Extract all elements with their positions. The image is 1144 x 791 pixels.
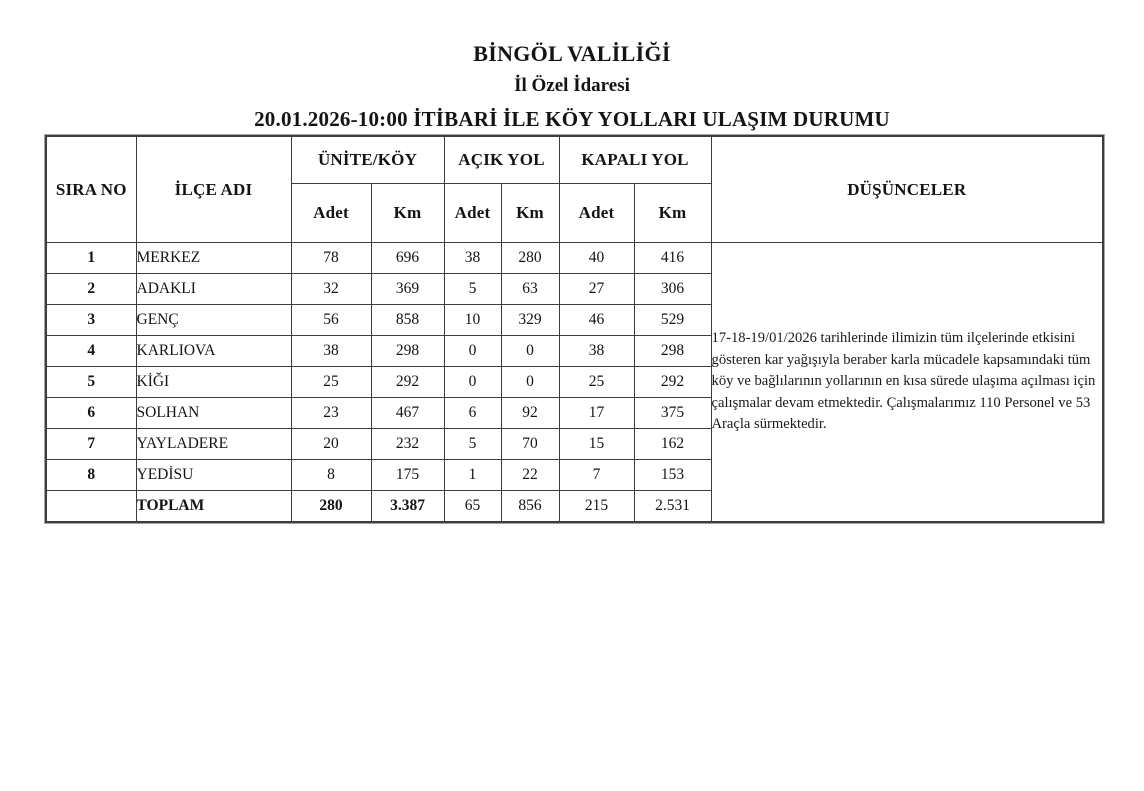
cell-sira-no: 5 bbox=[46, 367, 136, 398]
col-header-unite-koy-km: Km bbox=[371, 184, 444, 243]
cell-value: 298 bbox=[634, 336, 711, 367]
document-header bbox=[0, 41, 1144, 132]
cell-value: 78 bbox=[291, 243, 371, 274]
cell-value: 215 bbox=[559, 491, 634, 523]
cell-value: 46 bbox=[559, 305, 634, 336]
cell-value: 292 bbox=[634, 367, 711, 398]
cell-value: 32 bbox=[291, 274, 371, 305]
cell-value: 416 bbox=[634, 243, 711, 274]
cell-value: 63 bbox=[501, 274, 559, 305]
col-header-unite-koy: ÜNİTE/KÖY bbox=[291, 136, 444, 184]
cell-value: 153 bbox=[634, 460, 711, 491]
col-header-acik-yol-km: Km bbox=[501, 184, 559, 243]
road-status-table bbox=[45, 135, 1104, 523]
cell-value: 65 bbox=[444, 491, 501, 523]
header-row-groups bbox=[46, 136, 1103, 184]
cell-value: 292 bbox=[371, 367, 444, 398]
cell-sira-no: 7 bbox=[46, 429, 136, 460]
cell-value: 280 bbox=[291, 491, 371, 523]
cell-value: 306 bbox=[634, 274, 711, 305]
cell-value: 0 bbox=[444, 336, 501, 367]
cell-value: 10 bbox=[444, 305, 501, 336]
cell-value: 329 bbox=[501, 305, 559, 336]
cell-value: 38 bbox=[559, 336, 634, 367]
cell-value: 25 bbox=[291, 367, 371, 398]
cell-sira-no: 1 bbox=[46, 243, 136, 274]
col-header-kapali-yol-km: Km bbox=[634, 184, 711, 243]
cell-value: 70 bbox=[501, 429, 559, 460]
cell-value: 529 bbox=[634, 305, 711, 336]
cell-sira-no: 6 bbox=[46, 398, 136, 429]
cell-value: 8 bbox=[291, 460, 371, 491]
cell-value: 20 bbox=[291, 429, 371, 460]
cell-dusunceler bbox=[711, 243, 1103, 523]
cell-ilce-adi: YAYLADERE bbox=[136, 429, 291, 460]
cell-value: 280 bbox=[501, 243, 559, 274]
col-header-acik-yol-adet: Adet bbox=[444, 184, 501, 243]
cell-value: 0 bbox=[444, 367, 501, 398]
cell-value: 5 bbox=[444, 429, 501, 460]
cell-value: 6 bbox=[444, 398, 501, 429]
cell-value: 27 bbox=[559, 274, 634, 305]
cell-sira-no: 8 bbox=[46, 460, 136, 491]
col-header-ilce-adi: İLÇE ADI bbox=[136, 136, 291, 243]
cell-value: 38 bbox=[444, 243, 501, 274]
cell-sira-no: 3 bbox=[46, 305, 136, 336]
cell-value: 162 bbox=[634, 429, 711, 460]
cell-ilce-adi: GENÇ bbox=[136, 305, 291, 336]
cell-value: 2.531 bbox=[634, 491, 711, 523]
cell-value: 0 bbox=[501, 367, 559, 398]
document-date-line: 20.01.2026-10:00 İTİBARİ İLE KÖY YOLLARI ULAŞIM DURUMU bbox=[254, 107, 890, 131]
cell-value: 7 bbox=[559, 460, 634, 491]
cell-value: 1 bbox=[444, 460, 501, 491]
col-header-acik-yol: AÇIK YOL bbox=[444, 136, 559, 184]
cell-value: 175 bbox=[371, 460, 444, 491]
cell-value: 17 bbox=[559, 398, 634, 429]
cell-value: 56 bbox=[291, 305, 371, 336]
cell-value: 25 bbox=[559, 367, 634, 398]
cell-value: 856 bbox=[501, 491, 559, 523]
col-header-unite-koy-adet: Adet bbox=[291, 184, 371, 243]
cell-value: 232 bbox=[371, 429, 444, 460]
cell-sira-no: 2 bbox=[46, 274, 136, 305]
remarks-text: 17-18-19/01/2026 tarihlerinde ilimizin tüm ilçelerinde etkisini gösteren kar yağışıyla beraber karla mücadele kapsamındaki tüm köy ve bağlılarının yollarının en kısa sürede ulaşıma açılması için çalışmalar devam etmektedir. Çalışmalarımız 110 Personel ve 53 Araçla sürmektedir. bbox=[711, 330, 1096, 433]
cell-value: 5 bbox=[444, 274, 501, 305]
cell-value: 3.387 bbox=[371, 491, 444, 523]
cell-value: 40 bbox=[559, 243, 634, 274]
cell-value: 369 bbox=[371, 274, 444, 305]
col-header-dusunceler: DÜŞÜNCELER bbox=[711, 136, 1103, 243]
cell-value: 38 bbox=[291, 336, 371, 367]
cell-sira-no: 4 bbox=[46, 336, 136, 367]
cell-value: 23 bbox=[291, 398, 371, 429]
cell-ilce-adi: KARLIOVA bbox=[136, 336, 291, 367]
cell-value: 92 bbox=[501, 398, 559, 429]
cell-ilce-adi: ADAKLI bbox=[136, 274, 291, 305]
cell-ilce-adi: YEDİSU bbox=[136, 460, 291, 491]
document-title: BİNGÖL VALİLİĞİ bbox=[473, 41, 671, 66]
col-header-sira-no: SIRA NO bbox=[46, 136, 136, 243]
cell-value: 298 bbox=[371, 336, 444, 367]
cell-ilce-adi: KİĞI bbox=[136, 367, 291, 398]
cell-value: 15 bbox=[559, 429, 634, 460]
cell-value: 696 bbox=[371, 243, 444, 274]
cell-value: 375 bbox=[634, 398, 711, 429]
document-subtitle: İl Özel İdaresi bbox=[514, 75, 630, 96]
cell-value: 22 bbox=[501, 460, 559, 491]
cell-value: 858 bbox=[371, 305, 444, 336]
cell-value: 0 bbox=[501, 336, 559, 367]
cell-sira-no bbox=[46, 491, 136, 523]
cell-ilce-adi: SOLHAN bbox=[136, 398, 291, 429]
cell-value: 467 bbox=[371, 398, 444, 429]
cell-toplam-label: TOPLAM bbox=[136, 491, 291, 523]
table-row bbox=[46, 243, 1103, 274]
col-header-kapali-yol-adet: Adet bbox=[559, 184, 634, 243]
cell-ilce-adi: MERKEZ bbox=[136, 243, 291, 274]
col-header-kapali-yol: KAPALI YOL bbox=[559, 136, 711, 184]
